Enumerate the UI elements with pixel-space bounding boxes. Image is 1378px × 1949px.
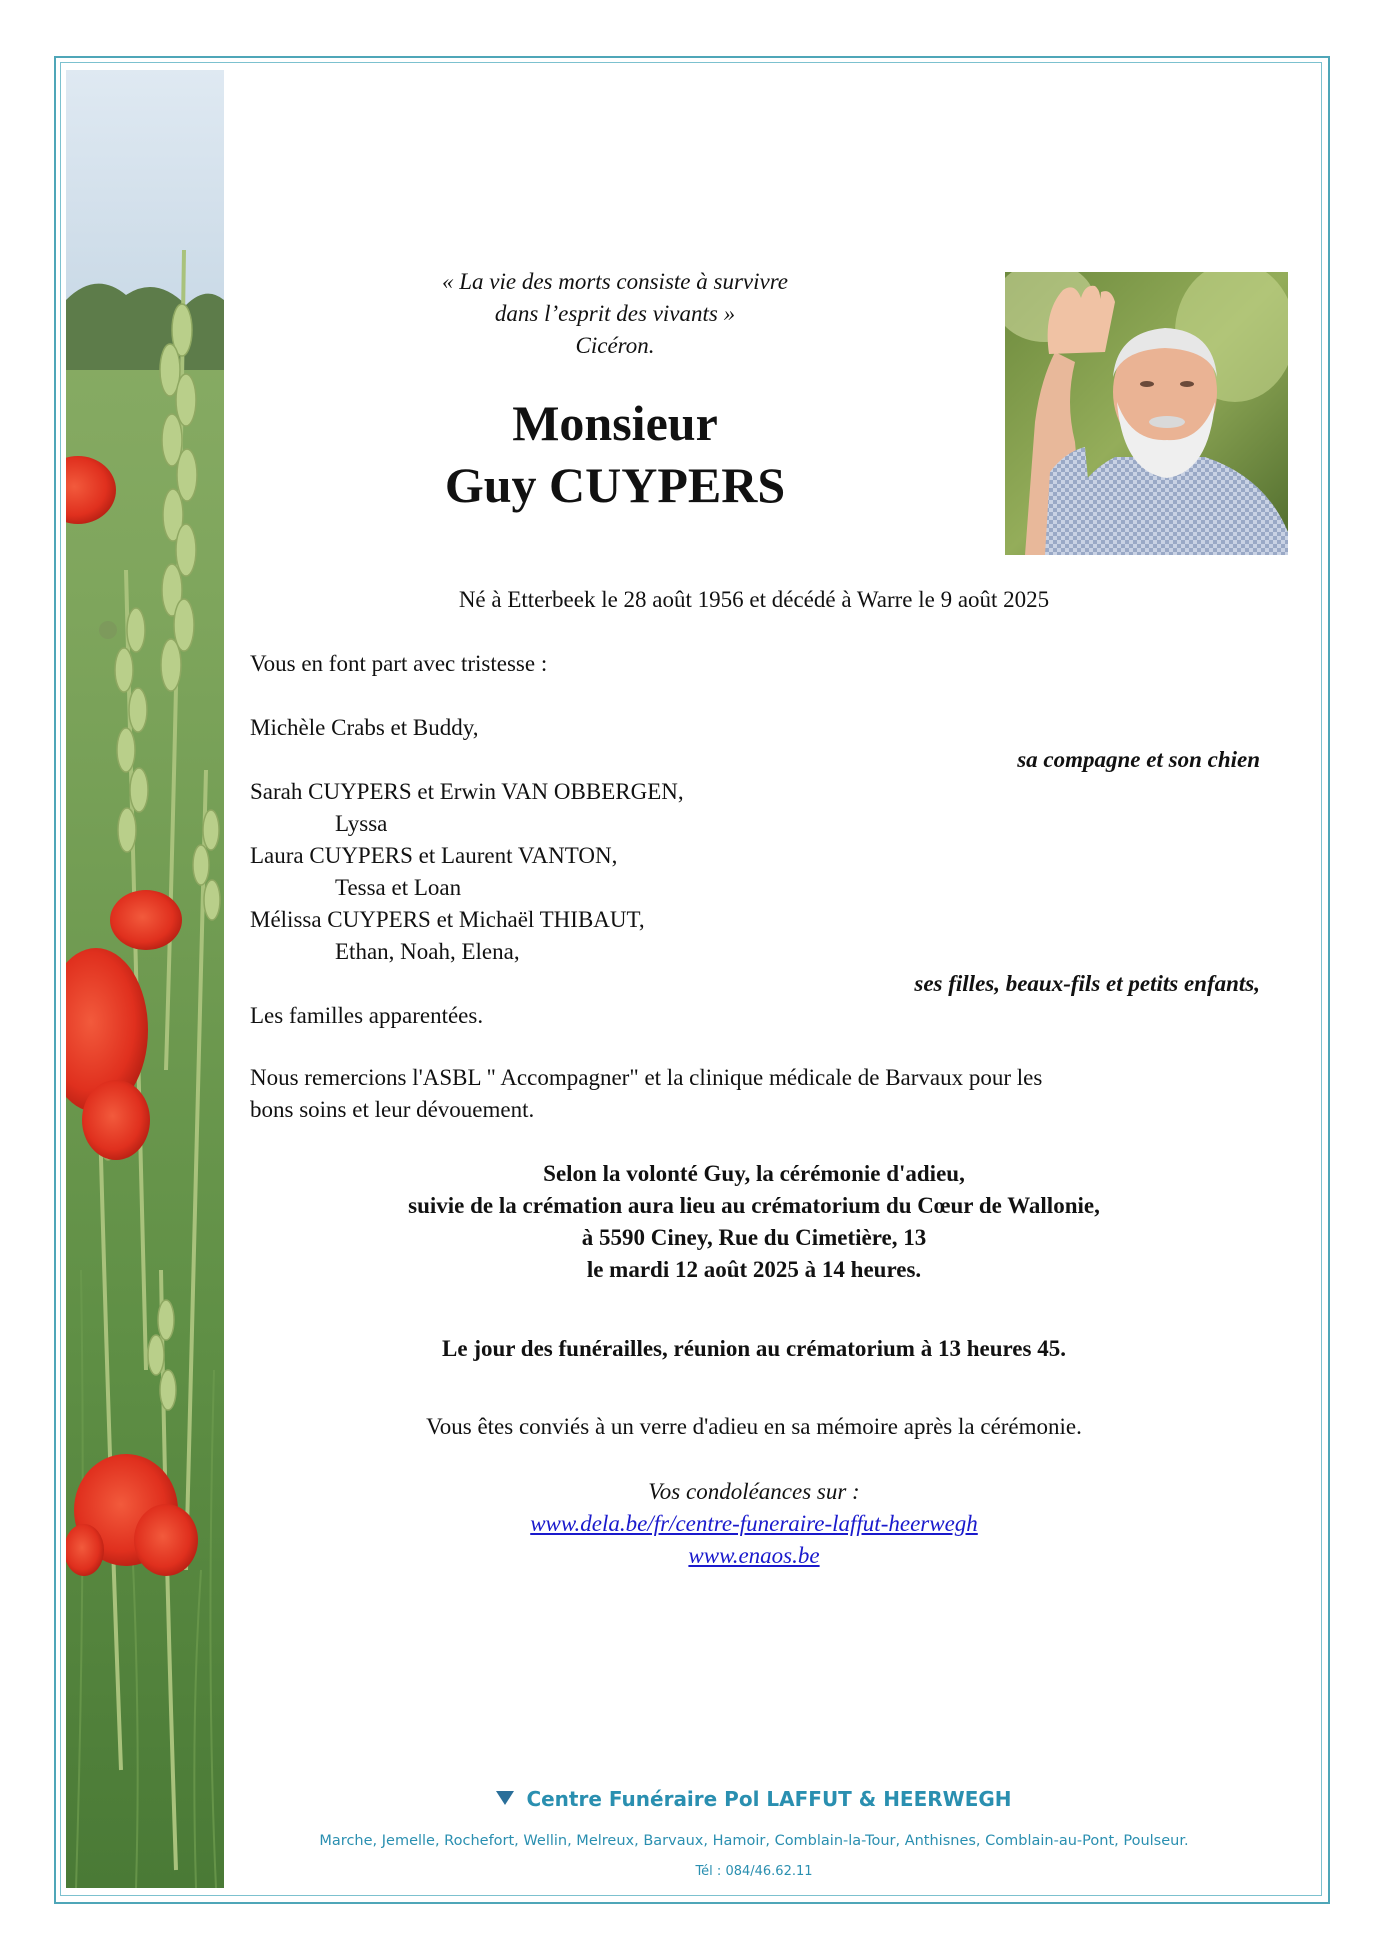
family-grandchildren-3: Ethan, Noah, Elena, [335, 939, 520, 964]
honorific: Monsieur [512, 395, 718, 451]
birth-death-dates: Né à Etterbeek le 28 août 1956 et décédé à Warre le 9 août 2025 [458, 587, 1050, 612]
family-relatives: Les familles apparentées. [250, 1003, 484, 1028]
quote-author: Cicéron. [575, 333, 655, 358]
condolences-label: Vos condoléances sur : [648, 1479, 860, 1504]
triangle-down-icon [496, 1791, 514, 1805]
footer-towns: Marche, Jemelle, Rochefort, Wellin, Melreux, Barvaux, Hamoir, Comblain-la-Tour, Anthisnes, Comblain-au-Pont, Poulseur. [319, 1833, 1189, 1849]
ceremony-block [250, 1158, 1258, 1286]
ceremony-line-3: à 5590 Ciney, Rue du Cimetière, 13 [581, 1225, 927, 1250]
ceremony-line-1: Selon la volonté Guy, la cérémonie d'adieu, [543, 1161, 965, 1186]
thanks-line-2: bons soins et leur dévouement. [250, 1097, 535, 1122]
footer-company-name: Centre Funéraire Pol LAFFUT & HEERWEGH [526, 1787, 1012, 1811]
gathering-info: Le jour des funérailles, réunion au crématorium à 13 heures 45. [442, 1336, 1066, 1361]
ceremony-line-4: le mardi 12 août 2025 à 14 heures. [586, 1257, 922, 1282]
family-grandchildren-1: Lyssa [335, 811, 388, 836]
quote-line-1: « La vie des morts consiste à survivre [441, 269, 789, 294]
family-daughter-3: Mélissa CUYPERS et Michaël THIBAUT, [250, 907, 645, 932]
footer-company [250, 1785, 1258, 1813]
invitation-info: Vous êtes conviés à un verre d'adieu en sa mémoire après la cérémonie. [426, 1414, 1082, 1439]
condolences-block [250, 1476, 1258, 1572]
family-partner-relation: sa compagne et son chien [1017, 747, 1260, 772]
family-children-relation: ses filles, beaux-fils et petits enfants, [914, 971, 1260, 996]
wheat-poppy-field-image [66, 70, 224, 1888]
deceased-name-block [330, 392, 900, 516]
ceremony-line-2: suivie de la crémation aura lieu au crématorium du Cœur de Wallonie, [408, 1193, 1100, 1218]
quote-block [330, 266, 900, 362]
footer-phone: Tél : 084/46.62.11 [695, 1864, 813, 1879]
family-daughter-1: Sarah CUYPERS et Erwin VAN OBBERGEN, [250, 779, 684, 804]
announcement: Vous en font part avec tristesse : [250, 651, 548, 676]
quote-line-2: dans l’esprit des vivants » [494, 301, 736, 326]
family-daughter-2: Laura CUYPERS et Laurent VANTON, [250, 843, 618, 868]
deceased-name: Guy CUYPERS [444, 457, 786, 513]
family-partner: Michèle Crabs et Buddy, [250, 715, 479, 740]
thanks-line-1: Nous remercions l'ASBL " Accompagner" et la clinique médicale de Barvaux pour les [250, 1065, 1043, 1090]
condolences-link-dela[interactable]: www.dela.be/fr/centre-funeraire-laffut-heerwegh [530, 1511, 978, 1536]
condolences-link-enaos[interactable]: www.enaos.be [688, 1543, 820, 1568]
portrait-photo [1005, 272, 1288, 555]
family-grandchildren-2: Tessa et Loan [335, 875, 462, 900]
